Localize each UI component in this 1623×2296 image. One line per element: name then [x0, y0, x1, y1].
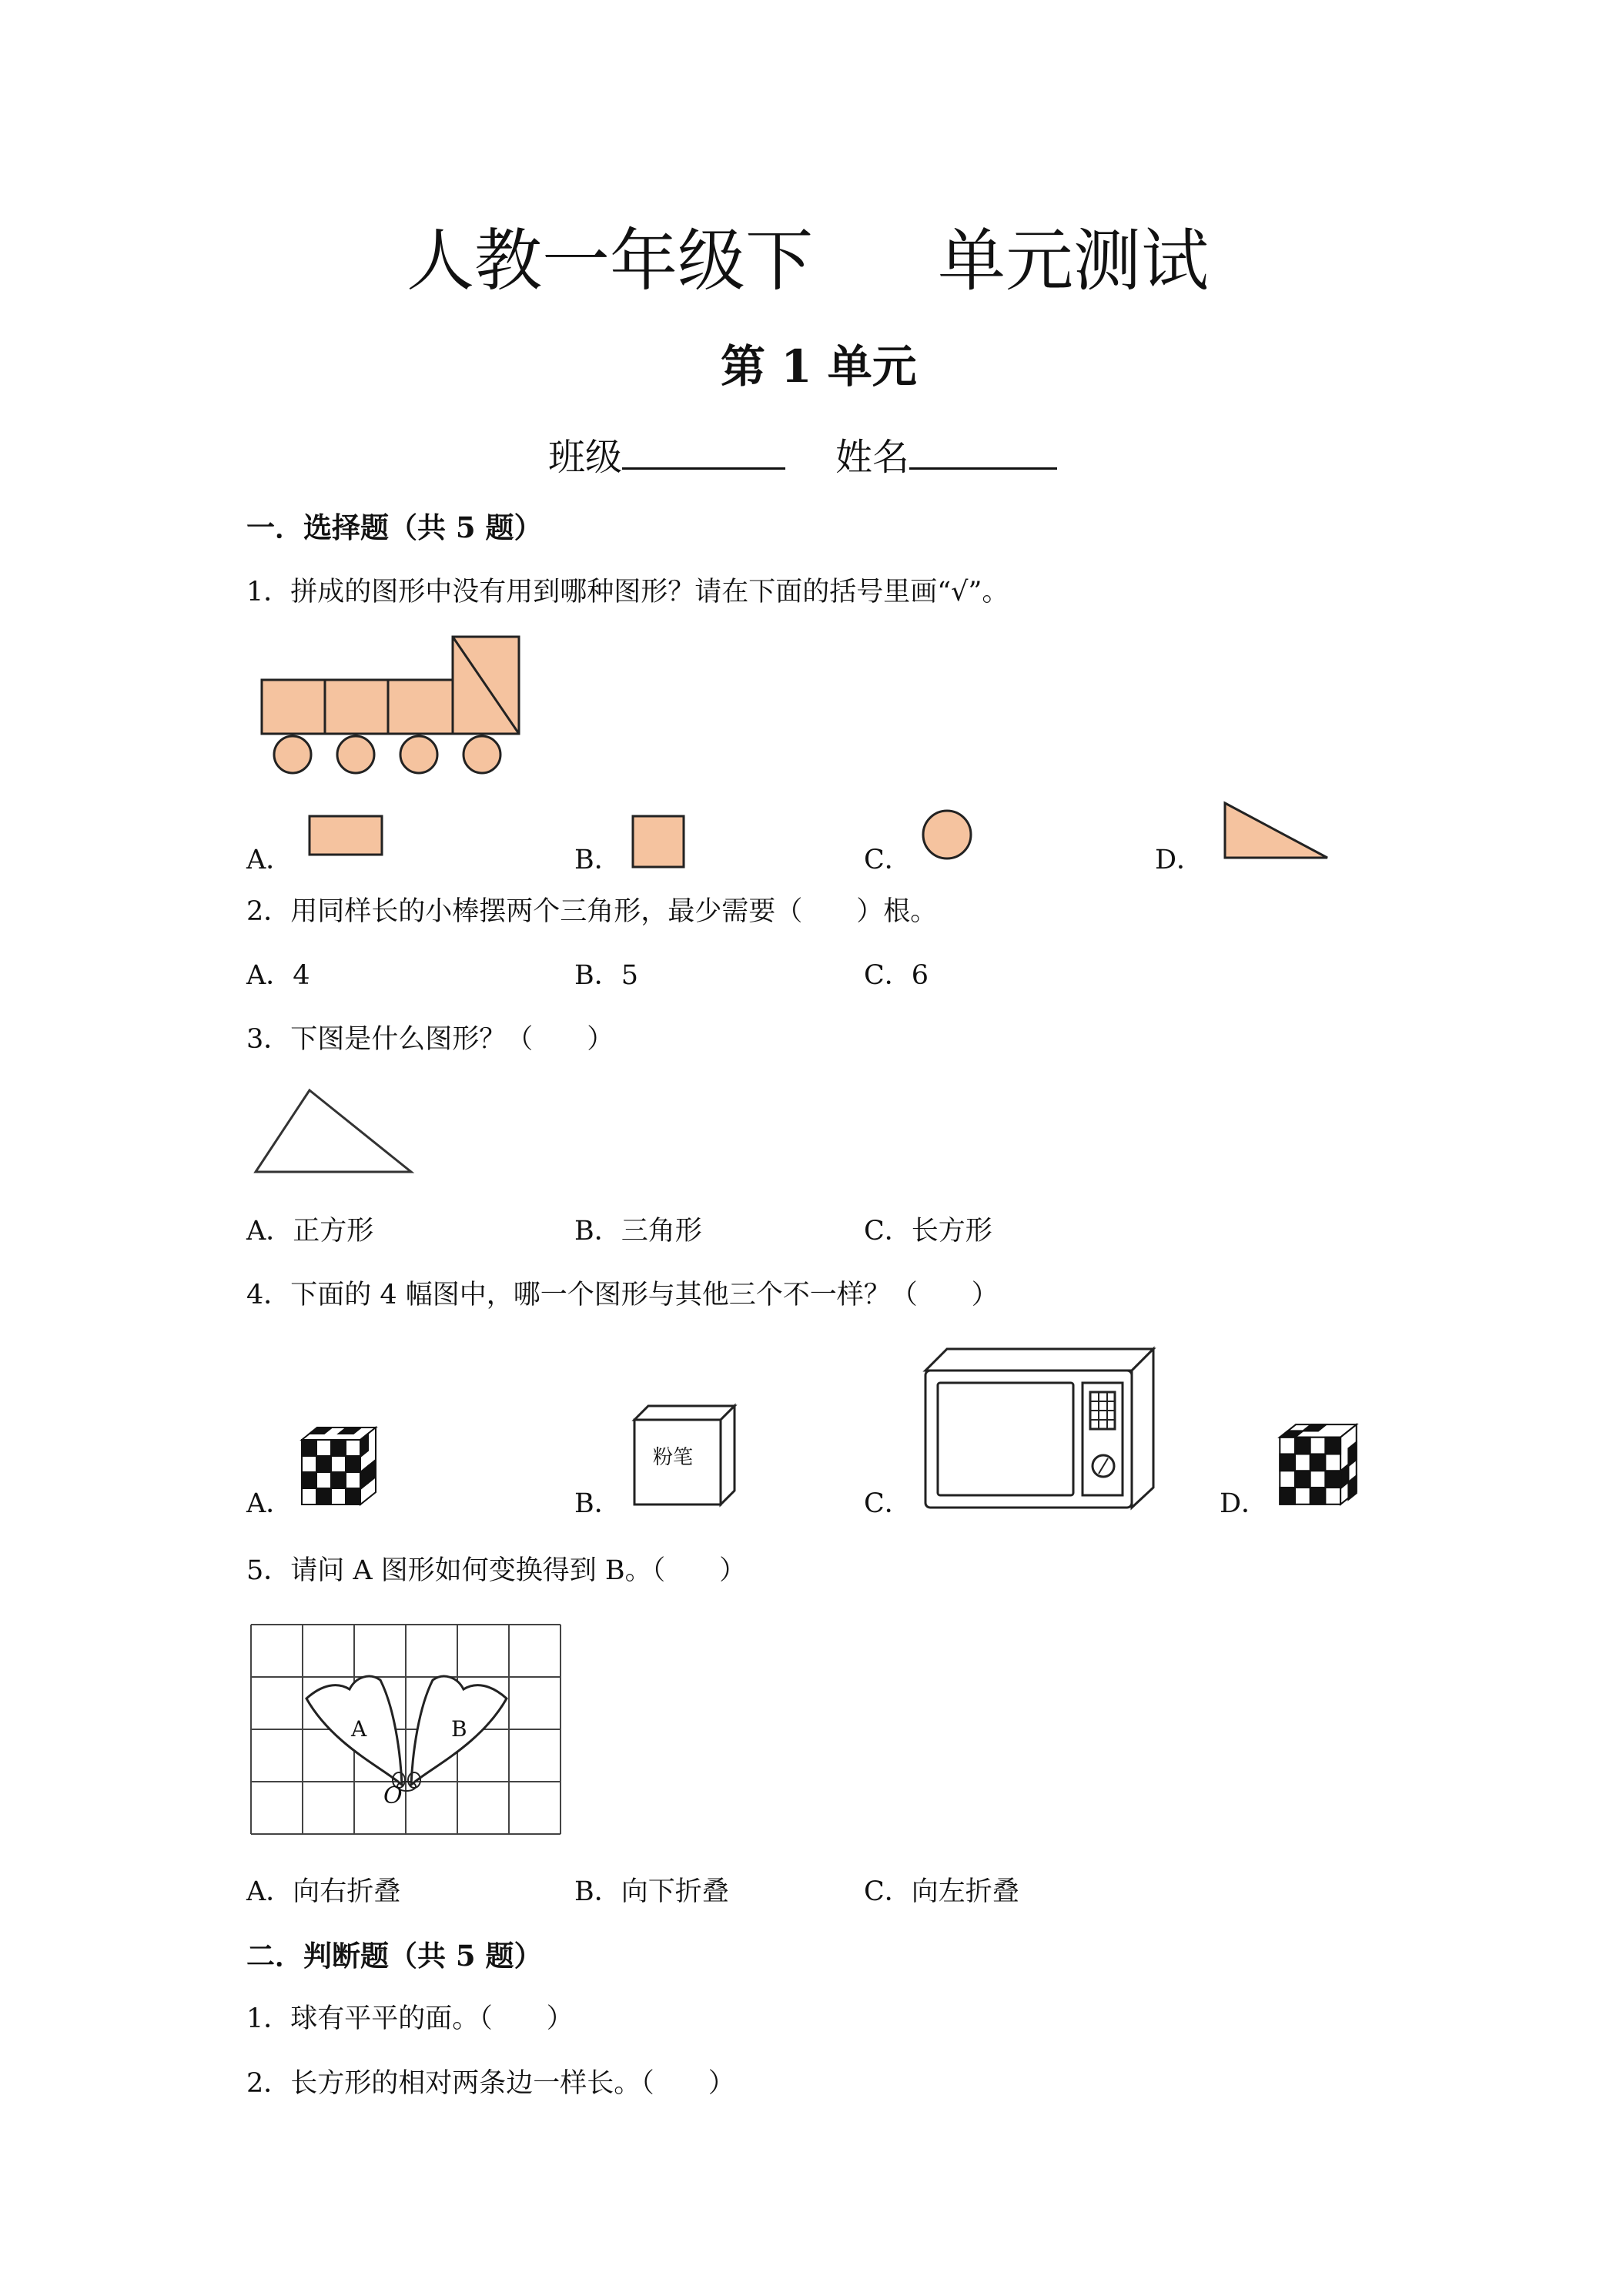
q4-option-c[interactable]: C． — [864, 1488, 912, 1519]
class-label: 班级 — [548, 436, 623, 479]
truck-rect-3 — [388, 680, 453, 734]
truck-rect-2 — [325, 680, 388, 734]
q5-option-b[interactable]: B．向下折叠 — [574, 1876, 729, 1907]
name-field — [835, 433, 1057, 479]
petal-label-a: A — [351, 1716, 367, 1742]
rubiks-cube-icon-2 — [1273, 1421, 1361, 1509]
q5-option-a[interactable]: A．向右折叠 — [246, 1876, 401, 1907]
question-2-text: 2．用同样长的小棒摆两个三角形，最少需要（ ）根。 — [246, 896, 938, 927]
class-field — [548, 433, 785, 479]
name-label: 姓名 — [835, 436, 910, 479]
chalk-box-label: 粉笔 — [653, 1446, 694, 1469]
circle-shape-option — [921, 808, 975, 862]
question-4-text: 4．下面的 4 幅图中，哪一个图形与其他三个不一样？（ ） — [246, 1280, 999, 1310]
wheel-1 — [274, 736, 311, 773]
rectangle-shape-option — [308, 815, 385, 858]
rubiks-cube-icon — [296, 1424, 380, 1509]
unit-label: 第 1 单元 — [721, 340, 917, 393]
q4-option-b[interactable]: B． — [574, 1488, 621, 1519]
q2-option-c[interactable]: C．6 — [864, 960, 929, 991]
origin-label-o: O — [383, 1782, 403, 1809]
wheel-2 — [337, 736, 374, 773]
question-3-text: 3．下图是什么图形？（ ） — [246, 1024, 614, 1055]
q3-option-b[interactable]: B．三角形 — [574, 1216, 702, 1247]
triangle-figure — [251, 1087, 416, 1176]
q1-option-a[interactable]: A． — [246, 845, 293, 875]
petal-label-b: B — [451, 1716, 467, 1742]
square-shape-option — [631, 815, 687, 870]
q2-option-a[interactable]: A．4 — [246, 960, 310, 991]
judgment-2-text: 2．长方形的相对两条边一样长。（ ） — [246, 2068, 735, 2099]
q4-option-a[interactable]: A． — [246, 1488, 293, 1519]
triangle-shape-option — [1223, 801, 1330, 862]
class-blank[interactable] — [622, 433, 785, 470]
fold-grid-figure — [248, 1622, 565, 1837]
judgment-1-text: 1．球有平平的面。（ ） — [246, 2003, 574, 2034]
q4-option-d[interactable]: D． — [1220, 1488, 1269, 1519]
wheel-3 — [400, 736, 437, 773]
page-title-right: 单元测试 — [938, 221, 1210, 300]
q2-option-b[interactable]: B．5 — [574, 960, 638, 991]
page-title-left: 人教一年级下 — [407, 221, 814, 300]
question-5-text: 5．请问 A 图形如何变换得到 B。（ ） — [246, 1555, 747, 1586]
q1-option-d[interactable]: D． — [1155, 845, 1204, 875]
q1-option-c[interactable]: C． — [864, 845, 912, 875]
truck-rect-1 — [262, 680, 325, 734]
q5-option-c[interactable]: C．向左折叠 — [864, 1876, 1019, 1907]
q3-option-a[interactable]: A．正方形 — [246, 1216, 374, 1247]
q1-option-b[interactable]: B． — [574, 845, 621, 875]
microwave-icon — [921, 1344, 1158, 1512]
q3-option-c[interactable]: C．长方形 — [864, 1216, 992, 1247]
section-heading-judgment: 二．判断题（共 5 题） — [246, 1939, 543, 1973]
section-heading-choice: 一．选择题（共 5 题） — [246, 510, 543, 544]
name-blank[interactable] — [909, 433, 1057, 470]
question-1-text: 1．拼成的图形中没有用到哪种图形？请在下面的括号里画“√”。 — [246, 577, 1009, 607]
truck-figure — [259, 634, 528, 780]
wheel-4 — [463, 736, 500, 773]
